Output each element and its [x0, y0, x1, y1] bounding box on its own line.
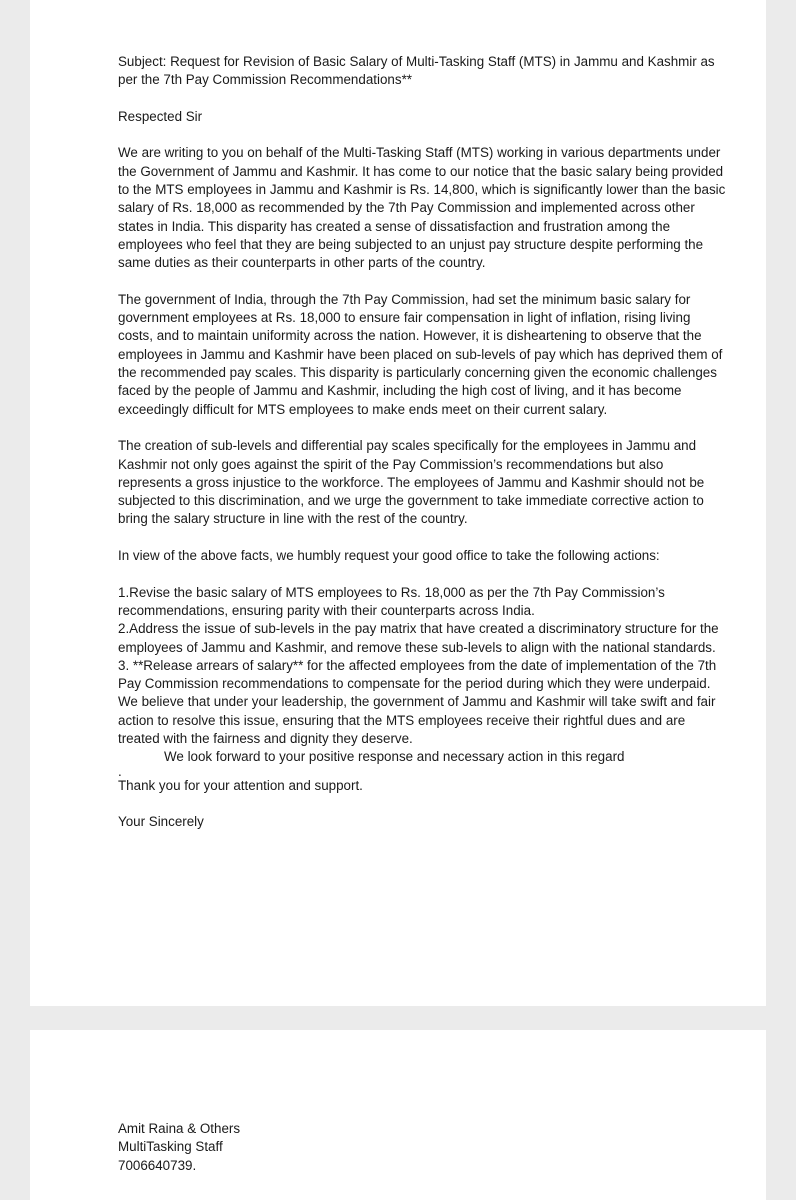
- paragraph-4: In view of the above facts, we humbly request your good office to take the following actions:: [118, 548, 660, 564]
- signatory-designation: MultiTasking Staff: [118, 1139, 223, 1155]
- paragraph-1: We are writing to you on behalf of the Multi-Tasking Staff (MTS) working in various departments under the Government of Jammu and Kashmir. It has come to our notice that the basic salary being provided to the MTS employees in Jammu and Kashmir is Rs. 14,800, which is significantly lower than the basic salary of Rs. 18,000 as recommended by the 7th Pay Commission and implemented across other states in India. This disparity has created a sense of dissatisfaction and frustration among the employees who feel that they are being subjected to an unjust pay structure despite performing the same duties as their counterparts in other parts of the country.: [118, 145, 726, 271]
- paragraph-3: The creation of sub-levels and differential pay scales specifically for the employees in Jammu and Kashmir not only goes against the spirit of the Pay Commission’s recommendations but also represents a gross injustice to the workforce. The employees of Jammu and Kashmir should not be subjected to this discrimination, and we urge the government to take immediate corrective action to bring the salary structure in line with the rest of the country.: [118, 438, 705, 527]
- action-item-1: 1.Revise the basic salary of MTS employees to Rs. 18,000 as per the 7th Pay Commission’s recommendations, ensuring parity with their counterparts across India.: [118, 584, 665, 618]
- look-forward-line: We look forward to your positive response and necessary action in this regard: [164, 749, 625, 765]
- salutation: Respected Sir: [118, 108, 203, 124]
- paragraph-2: The government of India, through the 7th Pay Commission, had set the minimum basic salary for government employees at Rs. 18,000 to ensure fair compensation in light of inflation, rising living costs, and to maintain uniformity across the nation. However, it is disheartening to observe that the employees in Jammu and Kashmir have been placed on sub-levels of pay which has deprived them of the recommended pay scales. This disparity is particularly concerning given the economic challenges faced by the people of Jammu and Kashmir, including the high cost of living, and it has become exceedingly difficult for MTS employees to make ends meet on their current salary.: [118, 291, 723, 417]
- stray-dot: .: [118, 763, 122, 779]
- action-item-2: 2.Address the issue of sub-levels in the pay matrix that have created a discriminatory structure for the employees of Jammu and Kashmir, and remove these sub-levels to align with the national standards.: [118, 621, 719, 655]
- thanks-line: Thank you for your attention and support.: [118, 777, 363, 793]
- closing-line: Your Sincerely: [118, 814, 204, 830]
- signatory-name: Amit Raina & Others: [118, 1121, 241, 1136]
- letter-page-2: [30, 1030, 766, 1200]
- letter-subject: Subject: Request for Revision of Basic Salary of Multi-Tasking Staff (MTS) in Jammu and Kashmir as per the 7th Pay Commission Recommendations**: [118, 54, 715, 88]
- letter-page-1: [30, 0, 766, 1006]
- signatory-phone: 7006640739.: [118, 1157, 197, 1173]
- action-item-3: 3. **Release arrears of salary** for the affected employees from the date of implementation of the 7th Pay Commission recommendations to compensate for the period during which they were underpaid.: [118, 657, 717, 692]
- belief-paragraph: We believe that under your leadership, the government of Jammu and Kashmir will take swift and fair action to resolve this issue, ensuring that the MTS employees receive their rightful dues and are treated with the fairness and dignity they deserve.: [118, 694, 716, 746]
